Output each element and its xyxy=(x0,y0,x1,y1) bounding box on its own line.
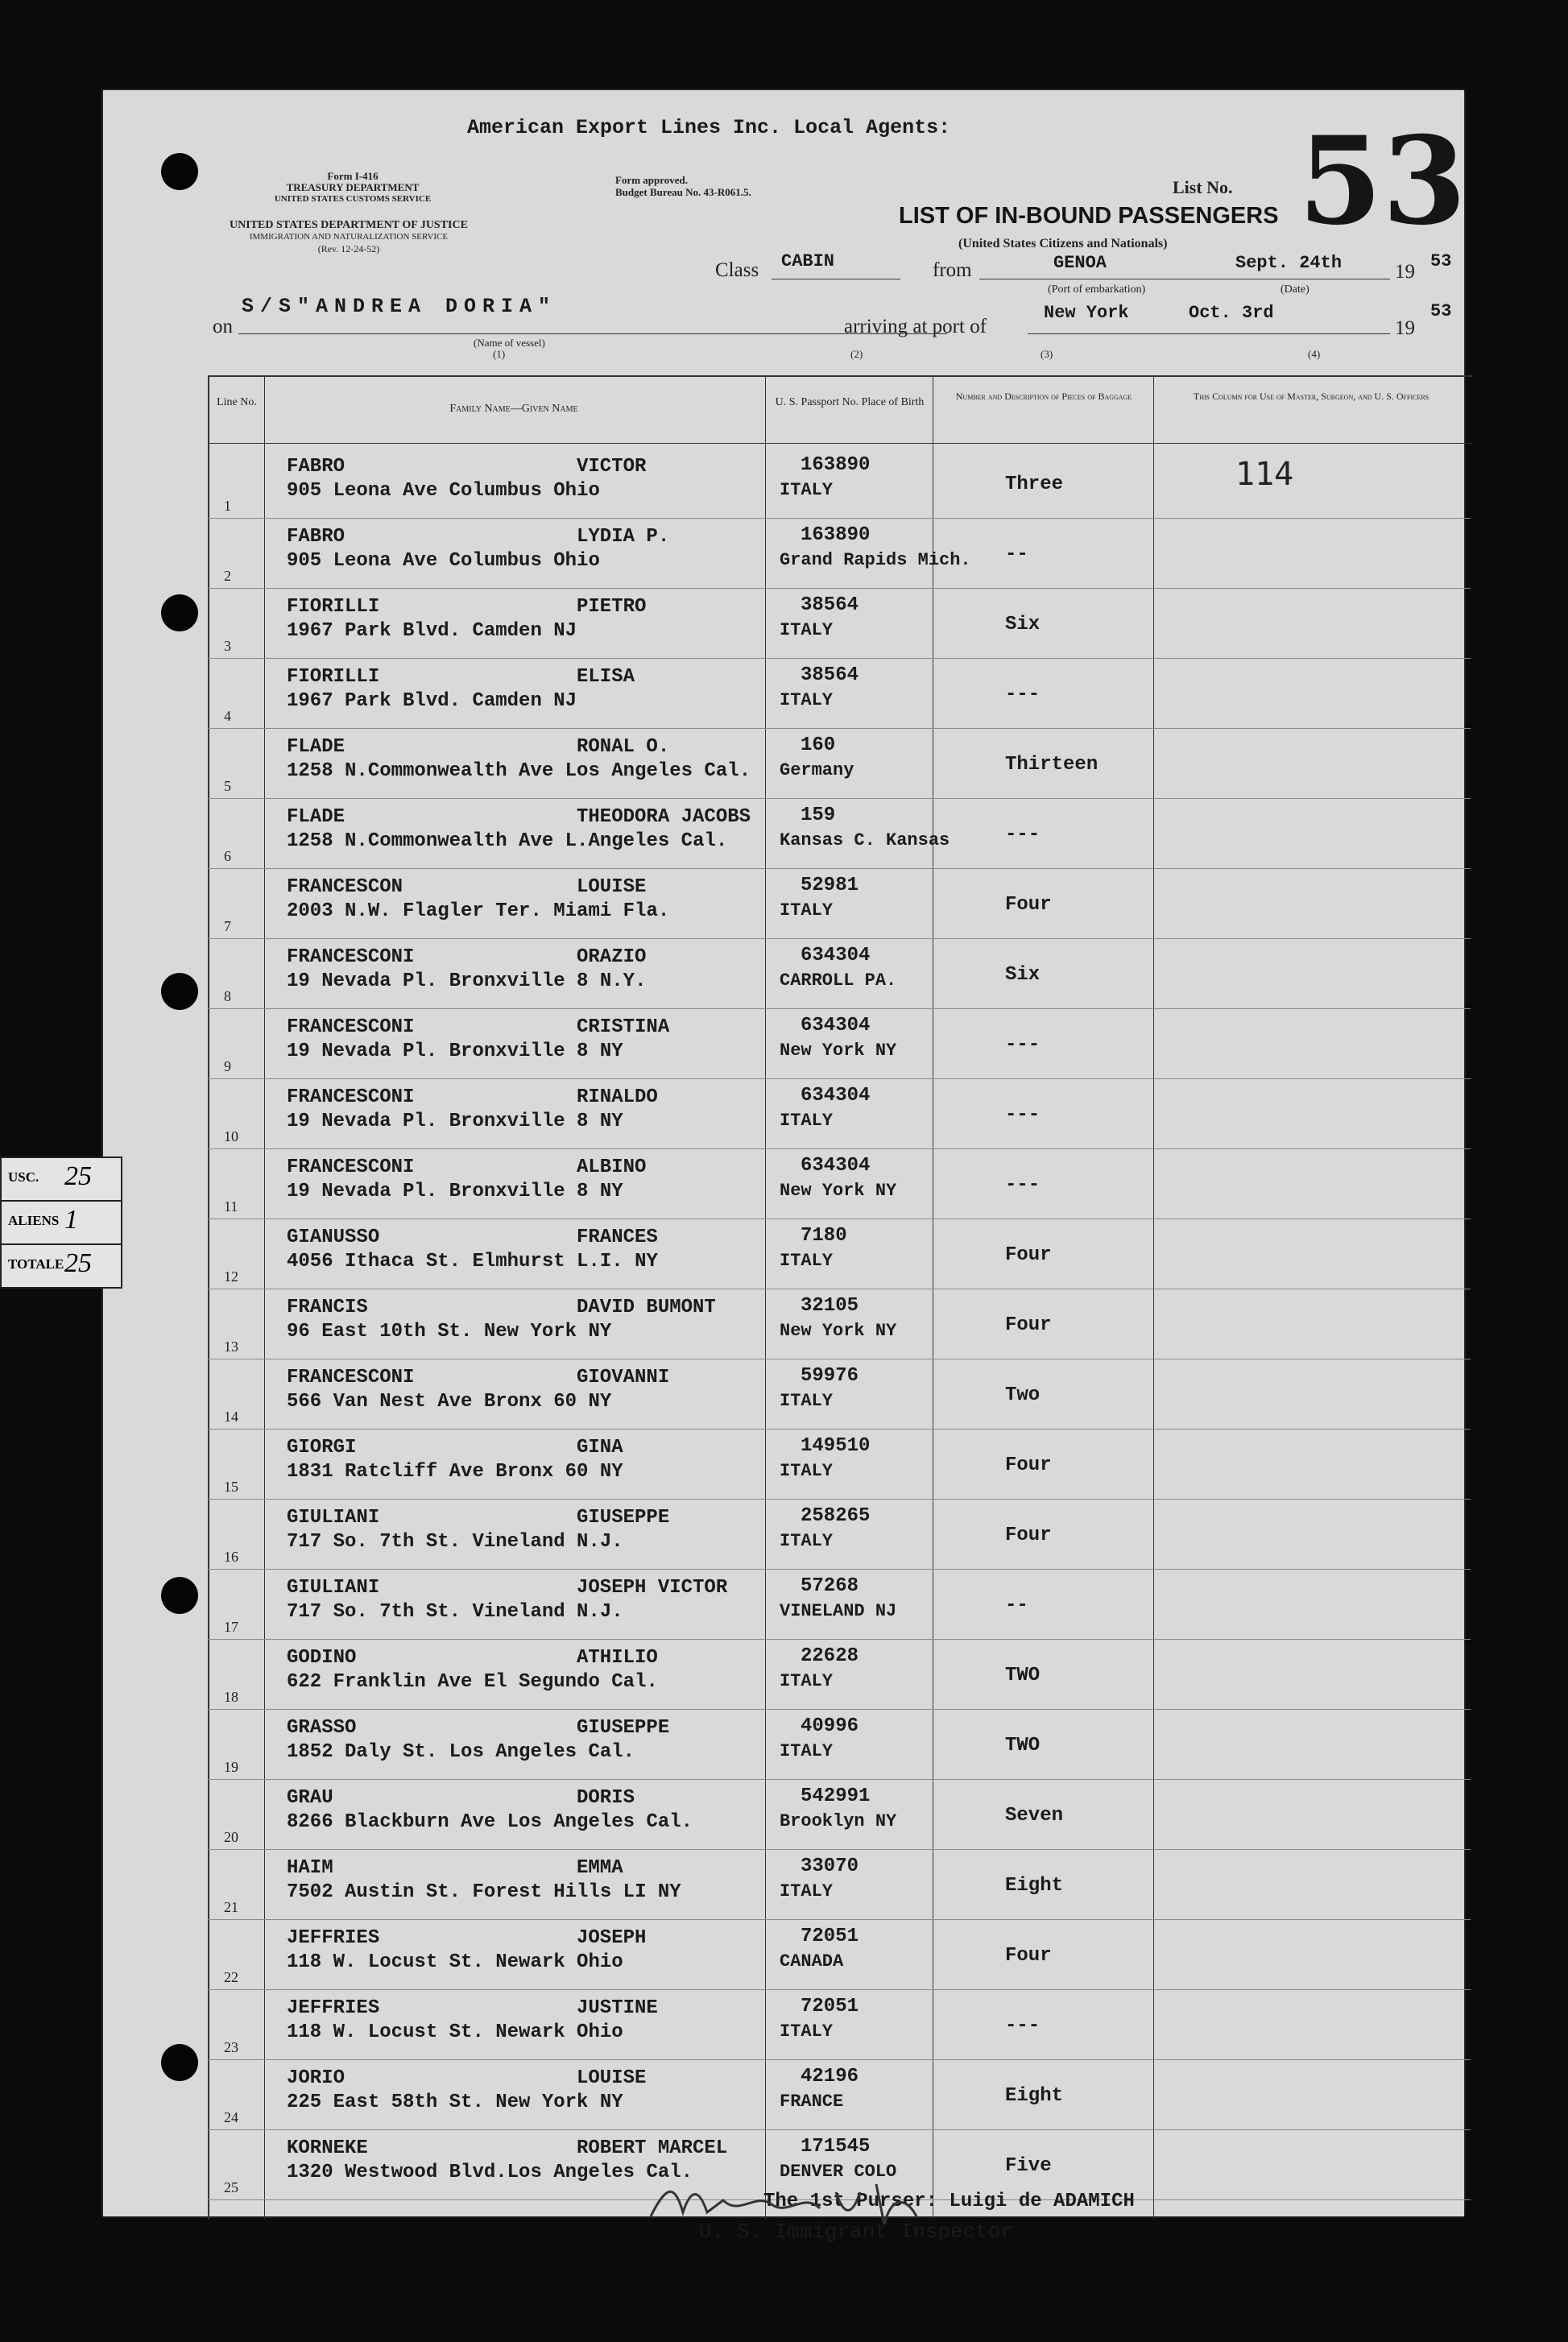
baggage: Four xyxy=(1005,894,1052,916)
passport-number: 634304 xyxy=(801,945,871,966)
col-num-3: (3) xyxy=(1041,348,1053,360)
baggage: Eight xyxy=(1005,2085,1064,2107)
inspector-signature xyxy=(643,2168,949,2232)
header-officers: This Column for Use of Master, Surgeon, and U. S. Officers xyxy=(1193,391,1429,402)
given-name: VICTOR xyxy=(577,456,647,478)
passport-number: 7180 xyxy=(801,1225,847,1247)
total-tally xyxy=(0,1243,122,1289)
given-name: ALBINO xyxy=(577,1157,647,1178)
passport-number: 171545 xyxy=(801,2136,871,2158)
row-divider xyxy=(208,1569,1471,1570)
baggage: --- xyxy=(1005,1174,1041,1196)
passport-number: 32105 xyxy=(801,1295,859,1317)
baggage: -- xyxy=(1005,544,1028,565)
given-name: LOUISE xyxy=(577,2067,647,2089)
baggage: Four xyxy=(1005,1525,1052,1546)
baggage: Six xyxy=(1005,614,1041,635)
row-divider xyxy=(208,1499,1471,1500)
place-of-birth: CARROLL PA. xyxy=(780,970,897,991)
row-divider xyxy=(208,518,1471,519)
passport-number: 42196 xyxy=(801,2066,859,2088)
family-name: FABRO xyxy=(287,526,345,548)
given-name: ORAZIO xyxy=(577,946,647,968)
arriving-label: arriving at port of xyxy=(844,316,987,337)
address: 19 Nevada Pl. Bronxville 8 NY xyxy=(287,1111,623,1132)
address: 566 Van Nest Ave Bronx 60 NY xyxy=(287,1391,612,1413)
year-prefix: 19 xyxy=(1395,261,1415,283)
usc-count: 25 xyxy=(64,1161,92,1191)
line-number: 8 xyxy=(224,988,231,1004)
punch-hole xyxy=(161,973,198,1010)
aliens-count: 1 xyxy=(64,1205,78,1235)
family-name: FRANCESCON xyxy=(287,876,403,898)
row-divider xyxy=(208,588,1471,589)
row-divider xyxy=(208,658,1471,659)
baggage: --- xyxy=(1005,684,1041,705)
place-of-birth: Kansas C. Kansas xyxy=(780,830,950,850)
date-caption: (Date) xyxy=(1280,283,1309,296)
family-name: FRANCIS xyxy=(287,1297,368,1318)
line-number: 3 xyxy=(224,638,231,654)
family-name: GIANUSSO xyxy=(287,1227,380,1248)
line-number: 7 xyxy=(224,918,231,934)
class-value: CABIN xyxy=(781,251,835,271)
given-name: GIOVANNI xyxy=(577,1367,670,1388)
baggage: --- xyxy=(1005,1034,1041,1056)
place-of-birth: DENVER COLO xyxy=(780,2162,897,2182)
total-label: TOTALE xyxy=(8,1256,64,1272)
vessel-caption: (Name of vessel) xyxy=(474,337,545,349)
address: 2003 N.W. Flagler Ter. Miami Fla. xyxy=(287,900,670,922)
ins-label: IMMIGRATION AND NATURALIZATION SERVICE xyxy=(249,232,449,242)
col-num-1: (1) xyxy=(493,348,506,360)
treasury-label: TREASURY DEPARTMENT xyxy=(286,181,420,193)
address: 118 W. Locust St. Newark Ohio xyxy=(287,2021,623,2043)
baggage: TWO xyxy=(1005,1665,1041,1686)
passport-number: 542991 xyxy=(801,1785,871,1807)
on-label: on xyxy=(213,316,233,337)
port-embarkation-caption: (Port of embarkation) xyxy=(1048,283,1146,296)
family-name: FLADE xyxy=(287,806,345,828)
passport-number: 22628 xyxy=(801,1645,859,1667)
baggage: Eight xyxy=(1005,1875,1064,1897)
inspector-line: U. S. Immigrant Inspector xyxy=(699,2220,1014,2244)
line-number: 6 xyxy=(224,848,231,864)
address: 118 W. Locust St. Newark Ohio xyxy=(287,1951,623,1973)
arrival-date: Oct. 3rd xyxy=(1189,303,1274,323)
place-of-birth: ITALY xyxy=(780,620,834,640)
baggage: Seven xyxy=(1005,1805,1064,1827)
passport-number: 72051 xyxy=(801,1926,859,1947)
place-of-birth: ITALY xyxy=(780,1111,834,1131)
passport-number: 52981 xyxy=(801,875,859,896)
line-number: 16 xyxy=(224,1549,238,1565)
row-divider xyxy=(208,868,1471,869)
place-of-birth: Germany xyxy=(780,760,854,780)
family-name: GODINO xyxy=(287,1647,357,1669)
passport-number: 33070 xyxy=(801,1856,859,1877)
given-name: CRISTINA xyxy=(577,1016,670,1038)
given-name: GIUSEPPE xyxy=(577,1507,670,1529)
line-number: 20 xyxy=(224,1829,238,1845)
approval-line: Form approved. xyxy=(615,174,689,186)
address: 717 So. 7th St. Vineland N.J. xyxy=(287,1531,623,1553)
row-divider xyxy=(208,1989,1471,1990)
given-name: DAVID BUMONT xyxy=(577,1297,716,1318)
place-of-birth: FRANCE xyxy=(780,2092,844,2112)
family-name: FRANCESCONI xyxy=(287,1016,415,1038)
row-divider xyxy=(208,798,1471,799)
given-name: GINA xyxy=(577,1437,623,1459)
place-of-birth: ITALY xyxy=(780,1531,834,1551)
family-name: JEFFRIES xyxy=(287,1997,380,2019)
baggage: TWO xyxy=(1005,1735,1041,1756)
row-divider xyxy=(208,728,1471,729)
line-number: 4 xyxy=(224,708,231,724)
place-of-birth: ITALY xyxy=(780,1251,834,1271)
given-name: FRANCES xyxy=(577,1227,658,1248)
place-of-birth: ITALY xyxy=(780,1741,834,1761)
row-divider xyxy=(208,2059,1471,2060)
line-number: 24 xyxy=(224,2109,238,2125)
line-number: 1 xyxy=(224,498,231,514)
family-name: FRANCESCONI xyxy=(287,1157,415,1178)
aliens-tally xyxy=(0,1200,122,1245)
row-divider xyxy=(208,1849,1471,1850)
line-number: 21 xyxy=(224,1899,238,1915)
baggage: --- xyxy=(1005,1104,1041,1126)
line-number: 22 xyxy=(224,1969,238,1985)
family-name: HAIM xyxy=(287,1857,333,1879)
passport-number: 149510 xyxy=(801,1435,871,1457)
row-divider xyxy=(208,1008,1471,1009)
passport-number: 258265 xyxy=(801,1505,871,1527)
place-of-birth: ITALY xyxy=(780,2021,834,2042)
family-name: FABRO xyxy=(287,456,345,478)
line-number: 25 xyxy=(224,2179,238,2195)
family-name: FIORILLI xyxy=(287,666,380,688)
approval-block xyxy=(615,174,751,198)
row-divider xyxy=(208,1639,1471,1640)
line-number: 23 xyxy=(224,2039,238,2055)
justice-block xyxy=(208,219,490,255)
address: 8266 Blackburn Ave Los Angeles Cal. xyxy=(287,1811,693,1833)
passport-number: 159 xyxy=(801,805,836,826)
port-embarkation: GENOA xyxy=(1053,253,1107,273)
punch-hole xyxy=(161,2044,198,2081)
passport-number: 163890 xyxy=(801,454,871,476)
line-number: 15 xyxy=(224,1479,238,1495)
line-number: 5 xyxy=(224,778,231,794)
family-name: FRANCESCONI xyxy=(287,1367,415,1388)
place-of-birth: Grand Rapids Mich. xyxy=(780,550,971,570)
passport-number: 38564 xyxy=(801,664,859,686)
given-name: RINALDO xyxy=(577,1086,658,1108)
baggage: Four xyxy=(1005,1945,1052,1967)
family-name: JORIO xyxy=(287,2067,345,2089)
punch-hole xyxy=(161,1577,198,1614)
vessel-name: S/S"ANDREA DORIA" xyxy=(242,295,557,318)
place-of-birth: New York NY xyxy=(780,1181,897,1201)
baggage: --- xyxy=(1005,824,1041,846)
family-name: FRANCESCONI xyxy=(287,946,415,968)
passport-number: 160 xyxy=(801,734,836,756)
address: 1852 Daly St. Los Angeles Cal. xyxy=(287,1741,635,1763)
given-name: PIETRO xyxy=(577,596,647,618)
col-num-4: (4) xyxy=(1308,348,1321,360)
sail-date: Sept. 24th xyxy=(1235,253,1343,273)
passport-number: 634304 xyxy=(801,1085,871,1107)
usc-tally xyxy=(0,1157,122,1202)
header-passport: U. S. Passport No. Place of Birth xyxy=(775,396,925,408)
address: 96 East 10th St. New York NY xyxy=(287,1321,612,1343)
line-number: 12 xyxy=(224,1268,238,1285)
arrival-port: New York xyxy=(1044,303,1129,323)
baggage: Four xyxy=(1005,1314,1052,1336)
address: 1258 N.Commonwealth Ave L.Angeles Cal. xyxy=(287,830,728,852)
line-number: 10 xyxy=(224,1128,238,1144)
row-divider xyxy=(208,1429,1471,1430)
given-name: ELISA xyxy=(577,666,635,688)
family-name: FIORILLI xyxy=(287,596,380,618)
list-subtitle: (United States Citizens and Nationals) xyxy=(958,237,1168,250)
family-name: GRAU xyxy=(287,1787,333,1809)
address: 225 East 58th St. New York NY xyxy=(287,2092,623,2113)
rev-label: (Rev. 12-24-52) xyxy=(317,243,380,254)
given-name: EMMA xyxy=(577,1857,623,1879)
row-divider xyxy=(208,938,1471,939)
address: 7502 Austin St. Forest Hills LI NY xyxy=(287,1881,681,1903)
family-name: GIORGI xyxy=(287,1437,357,1459)
given-name: DORIS xyxy=(577,1787,635,1809)
address: 19 Nevada Pl. Bronxville 8 NY xyxy=(287,1041,623,1062)
family-name: JEFFRIES xyxy=(287,1927,380,1949)
col-num-2: (2) xyxy=(850,348,863,360)
class-label: Class xyxy=(715,259,759,281)
total-count: 25 xyxy=(64,1248,92,1278)
address: 1967 Park Blvd. Camden NJ xyxy=(287,690,577,712)
family-name: GIULIANI xyxy=(287,1577,380,1599)
baggage: Four xyxy=(1005,1244,1052,1266)
list-number: 53 xyxy=(1298,110,1467,252)
usc-label: USC. xyxy=(8,1169,39,1185)
given-name: THEODORA JACOBS xyxy=(577,806,751,828)
place-of-birth: ITALY xyxy=(780,690,834,710)
given-name: JOSEPH VICTOR xyxy=(577,1577,728,1599)
address: 1258 N.Commonwealth Ave Los Angeles Cal. xyxy=(287,760,751,782)
place-of-birth: New York NY xyxy=(780,1041,897,1061)
given-name: ATHILIO xyxy=(577,1647,658,1669)
place-of-birth: ITALY xyxy=(780,1881,834,1901)
place-of-birth: Brooklyn NY xyxy=(780,1811,897,1831)
line-number: 19 xyxy=(224,1759,238,1775)
passport-number: 57268 xyxy=(801,1575,859,1597)
budget-bureau-line: Budget Bureau No. 43-R061.5. xyxy=(615,186,751,198)
passport-number: 40996 xyxy=(801,1715,859,1737)
place-of-birth: ITALY xyxy=(780,900,834,921)
row-divider xyxy=(208,1078,1471,1079)
given-name: LOUISE xyxy=(577,876,647,898)
punch-hole xyxy=(161,594,198,631)
place-of-birth: ITALY xyxy=(780,1391,834,1411)
punch-hole xyxy=(161,153,198,190)
line-number: 9 xyxy=(224,1058,231,1074)
line-number: 17 xyxy=(224,1619,238,1635)
row-divider xyxy=(208,2129,1471,2130)
given-name: RONAL O. xyxy=(577,736,670,758)
row-divider xyxy=(208,1919,1471,1920)
address: 1967 Park Blvd. Camden NJ xyxy=(287,620,577,642)
header-baggage: Number and Description of Pieces of Baggage xyxy=(955,391,1132,402)
family-name: GIULIANI xyxy=(287,1507,380,1529)
form-number: Form I-416 xyxy=(327,170,379,182)
address: 4056 Ithaca St. Elmhurst L.I. NY xyxy=(287,1251,658,1272)
row-divider xyxy=(208,1709,1471,1710)
baggage: Three xyxy=(1005,474,1064,495)
baggage: Six xyxy=(1005,964,1041,986)
form-block xyxy=(256,171,449,205)
place-of-birth: VINELAND NJ xyxy=(780,1601,897,1621)
aliens-label: ALIENS xyxy=(8,1213,60,1228)
address: 717 So. 7th St. Vineland N.J. xyxy=(287,1601,623,1623)
line-number: 11 xyxy=(224,1198,238,1214)
place-of-birth: CANADA xyxy=(780,1951,844,1972)
baggage: Two xyxy=(1005,1384,1041,1406)
address: 622 Franklin Ave El Segundo Cal. xyxy=(287,1671,658,1693)
from-label: from xyxy=(933,259,972,281)
line-number: 13 xyxy=(224,1339,238,1355)
officer-note: 114 xyxy=(1235,456,1294,493)
given-name: LYDIA P. xyxy=(577,526,670,548)
given-name: GIUSEPPE xyxy=(577,1717,670,1739)
row-divider xyxy=(208,1148,1471,1149)
line-number: 14 xyxy=(224,1409,238,1425)
family-name: KORNEKE xyxy=(287,2137,368,2159)
address: 905 Leona Ave Columbus Ohio xyxy=(287,480,600,502)
passport-number: 59976 xyxy=(801,1365,859,1387)
family-name: GRASSO xyxy=(287,1717,357,1739)
list-no-label: List No. xyxy=(1173,177,1233,197)
family-name: FRANCESCONI xyxy=(287,1086,415,1108)
baggage: -- xyxy=(1005,1595,1028,1616)
passport-number: 72051 xyxy=(801,1996,859,2017)
place-of-birth: ITALY xyxy=(780,480,834,500)
passport-number: 38564 xyxy=(801,594,859,616)
row-divider xyxy=(208,1779,1471,1780)
address: 1831 Ratcliff Ave Bronx 60 NY xyxy=(287,1461,623,1483)
sail-year: 53 xyxy=(1430,251,1452,271)
address: 905 Leona Ave Columbus Ohio xyxy=(287,550,600,572)
family-name: FLADE xyxy=(287,736,345,758)
customs-label: UNITED STATES CUSTOMS SERVICE xyxy=(274,194,432,204)
passport-number: 634304 xyxy=(801,1015,871,1037)
purser-line: The 1st Purser: Luigi de ADAMICH xyxy=(763,2191,1135,2212)
baggage: Four xyxy=(1005,1454,1052,1476)
arrival-year: 53 xyxy=(1430,301,1452,321)
place-of-birth: New York NY xyxy=(780,1321,897,1341)
arrival-year-prefix: 19 xyxy=(1395,317,1415,339)
justice-label: UNITED STATES DEPARTMENT OF JUSTICE xyxy=(230,219,468,231)
line-number: 2 xyxy=(224,568,231,584)
address: 19 Nevada Pl. Bronxville 8 N.Y. xyxy=(287,970,647,992)
passport-number: 634304 xyxy=(801,1155,871,1177)
baggage: Thirteen xyxy=(1005,754,1098,776)
manifest-page xyxy=(103,90,1467,2244)
baggage: --- xyxy=(1005,2015,1041,2037)
given-name: JUSTINE xyxy=(577,1997,658,2019)
place-of-birth: ITALY xyxy=(780,1461,834,1481)
passport-number: 163890 xyxy=(801,524,871,546)
place-of-birth: ITALY xyxy=(780,1671,834,1691)
header-name: Family Name—Given Name xyxy=(449,403,578,415)
list-title: LIST OF IN-BOUND PASSENGERS xyxy=(899,203,1279,229)
address: 19 Nevada Pl. Bronxville 8 NY xyxy=(287,1181,623,1202)
baggage: Five xyxy=(1005,2155,1052,2177)
line-number: 18 xyxy=(224,1689,238,1705)
header-line-no: Line No. xyxy=(217,396,257,408)
given-name: JOSEPH xyxy=(577,1927,647,1949)
address: 1320 Westwood Blvd.Los Angeles Cal. xyxy=(287,2162,693,2183)
agents-line: American Export Lines Inc. Local Agents: xyxy=(467,116,951,139)
given-name: ROBERT MARCEL xyxy=(577,2137,728,2159)
